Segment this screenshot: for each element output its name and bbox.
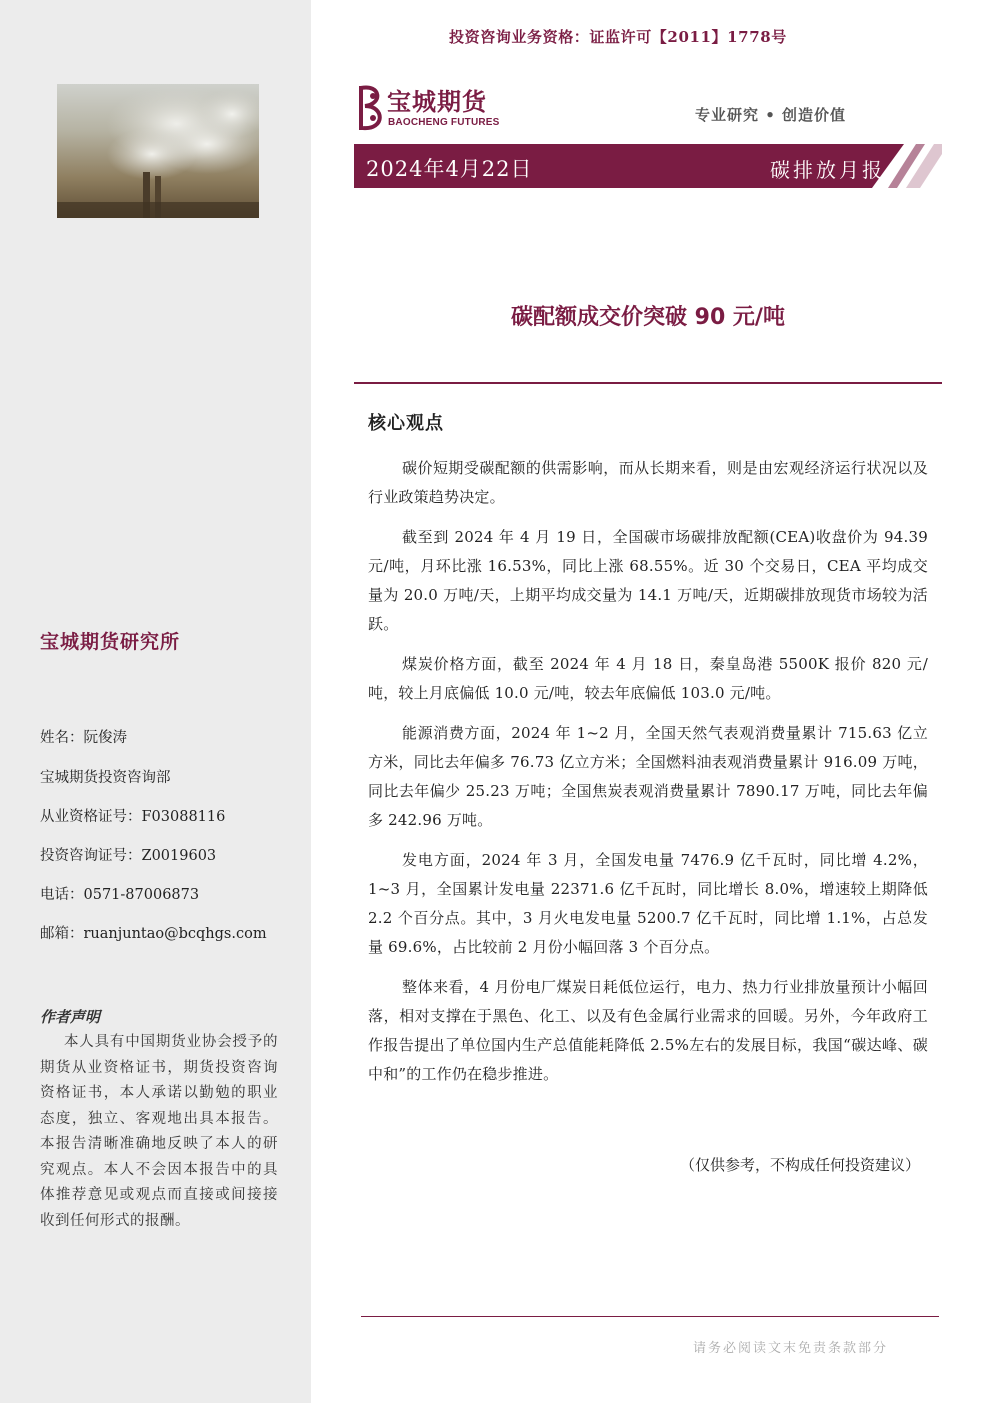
statement-title: 作者声明 — [40, 1008, 101, 1026]
disclaimer: （仅供参考，不构成任何投资建议） — [679, 1156, 920, 1174]
author-qualification: 从业资格证号：F03088116 — [40, 809, 226, 825]
paragraph: 整体来看，4 月份电厂煤炭日耗低位运行，电力、热力行业排放量预计小幅回落，相对支撑在于黑色、化工、以及有色金属行业需求的回暖。另外，今年政府工作报告提出了单位国内生产总值能耗降低 2.5%左右的发展目标，我国“碳达峰、碳中和”的工作仍在稳步推进。 — [368, 978, 928, 1083]
author-name: 姓名：阮俊涛 — [40, 730, 127, 746]
author-consult-cert: 投资咨询证号：Z0019603 — [40, 848, 217, 864]
slogan: 专业研究 • 创造价值 — [695, 106, 847, 124]
footer-note: 请务必阅读文末免责条款部分 — [693, 1341, 889, 1356]
section-title: 核心观点 — [368, 413, 444, 434]
statement-body: 本人具有中国期货业协会授予的期货从业资格证书，期货投资咨询资格证书，本人承诺以勤勉的职业态度，独立、客观地出具本报告。本报告清晰准确地反映了本人的研究观点。本人不会因本报告中的具体推荐意见或观点而直接或间接接收到任何形式的报酬。 — [40, 1034, 278, 1229]
license-text: 投资咨询业务资格：证监许可【2011】1778号 — [449, 28, 787, 46]
paragraph: 煤炭价格方面，截至 2024 年 4 月 18 日，秦皇岛港 5500K 报价 820 元/吨，较上月底偏低 10.0 元/吨，较去年底偏低 103.0 元/吨。 — [368, 655, 928, 702]
paragraph: 能源消费方面，2024 年 1~2 月，全国天然气表观消费量累计 715.63 亿立方米，同比去年偏多 76.73 亿立方米；全国燃料油表观消费量累计 916.09 万吨，同比去年偏少 25.23 万吨；全国焦炭表观消费量累计 7890.17 万吨，同比去年偏多 242.96 万吨。 — [368, 724, 928, 829]
logo-mark-icon — [357, 82, 387, 134]
report-type: 碳排放月报 — [770, 158, 885, 182]
author-phone: 电话：0571-87006873 — [40, 887, 200, 903]
smokestack-image — [57, 84, 259, 218]
body-text — [368, 454, 928, 1100]
company-logo — [357, 82, 527, 134]
headline: 碳配额成交价突破 90 元/吨 — [511, 305, 785, 330]
institute-name: 宝城期货研究所 — [40, 631, 181, 653]
author-department: 宝城期货投资咨询部 — [40, 770, 171, 786]
author-email: 邮箱：ruanjuntao@bcqhgs.com — [40, 926, 267, 942]
cover-photo — [57, 84, 259, 218]
report-banner — [354, 144, 942, 188]
paragraph: 截至到 2024 年 4 月 19 日，全国碳市场碳排放配额(CEA)收盘价为 94.39 元/吨，月环比涨 16.53%，同比上涨 68.55%。近 30 个交易日，CEA 平均成交量为 20.0 万吨/天，上期平均成交量为 14.1 万吨/天，近期碳排放现货市场较为活跃。 — [368, 528, 928, 633]
report-date: 2024年4月22日 — [366, 157, 533, 181]
paragraph: 碳价短期受碳配额的供需影响，而从长期来看，则是由宏观经济运行状况以及行业政策趋势决定。 — [368, 459, 928, 506]
divider — [354, 382, 942, 384]
logo-english-name: BAOCHENG FUTURES — [388, 117, 500, 128]
logo-name: 宝城期货 — [387, 87, 487, 116]
sidebar — [0, 0, 311, 1403]
paragraph: 发电方面，2024 年 3 月，全国发电量 7476.9 亿千瓦时，同比增 4.2%，1~3 月，全国累计发电量 22371.6 亿千瓦时，同比增长 8.0%，增速较上期降低 2.2 个百分点。其中，3 月火电发电量 5200.7 亿千瓦时，同比增 1.1%，占总发量 69.6%，占比较前 2 月份小幅回落 3 个百分点。 — [368, 851, 928, 956]
footer-divider — [361, 1316, 939, 1317]
